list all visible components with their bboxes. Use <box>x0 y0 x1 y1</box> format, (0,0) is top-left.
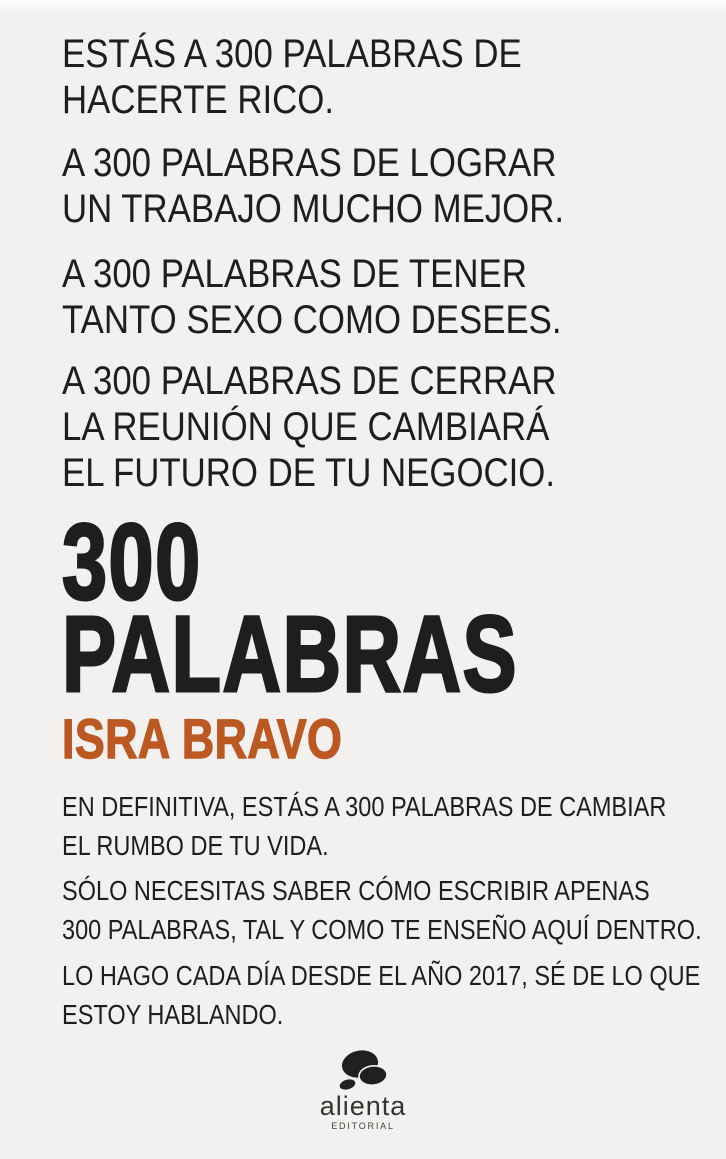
tagline-line: A 300 PALABRAS DE CERRAR <box>62 359 557 403</box>
body-line: ESTOY HABLANDO. <box>62 999 284 1030</box>
tagline-line: TANTO SEXO COMO DESEES. <box>62 298 562 342</box>
tagline-sexo <box>62 251 562 343</box>
body-line: SÓLO NECESITAS SABER CÓMO ESCRIBIR APENAS <box>62 875 650 906</box>
body-line: EL RUMBO DE TU VIDA. <box>62 830 329 861</box>
body-line: 300 PALABRAS, TAL Y COMO TE ENSEÑO AQUÍ DENTRO. <box>62 914 702 945</box>
tagline-line: ESTÁS A 300 PALABRAS DE <box>62 32 522 76</box>
publisher-subtitle: EDITORIAL <box>331 1121 395 1131</box>
tagline-negocio <box>62 358 556 496</box>
book-title <box>62 501 518 714</box>
book-title-word: PALABRAS <box>62 593 518 714</box>
tagline-line: A 300 PALABRAS DE LOGRAR <box>62 141 557 185</box>
body-line: EN DEFINITIVA, ESTÁS A 300 PALABRAS DE CAMBIAR <box>62 791 667 822</box>
publisher-name: alienta <box>319 1091 407 1121</box>
body-paragraph-2017 <box>62 956 700 1034</box>
body-line: LO HAGO CADA DÍA DESDE EL AÑO 2017, SÉ DE LO QUE <box>62 960 701 991</box>
scan-edge-highlight <box>0 0 726 16</box>
body-paragraph-definitiva <box>62 787 666 865</box>
tagline-line: A 300 PALABRAS DE TENER <box>62 252 527 296</box>
tagline-line: UN TRABAJO MUCHO MEJOR. <box>62 187 565 231</box>
publisher-logo <box>0 1049 726 1131</box>
tagline-line: EL FUTURO DE TU NEGOCIO. <box>62 451 556 495</box>
tagline-line: LA REUNIÓN QUE CAMBIARÁ <box>62 405 550 449</box>
tagline-line: HACERTE RICO. <box>62 78 334 122</box>
tagline-rico <box>62 31 522 123</box>
book-title-number: 300 <box>62 501 202 622</box>
tagline-trabajo <box>62 140 564 232</box>
author-name: ISRA BRAVO <box>62 707 343 770</box>
body-paragraph-necesitas <box>62 871 702 949</box>
alienta-blobs-icon <box>337 1049 389 1091</box>
